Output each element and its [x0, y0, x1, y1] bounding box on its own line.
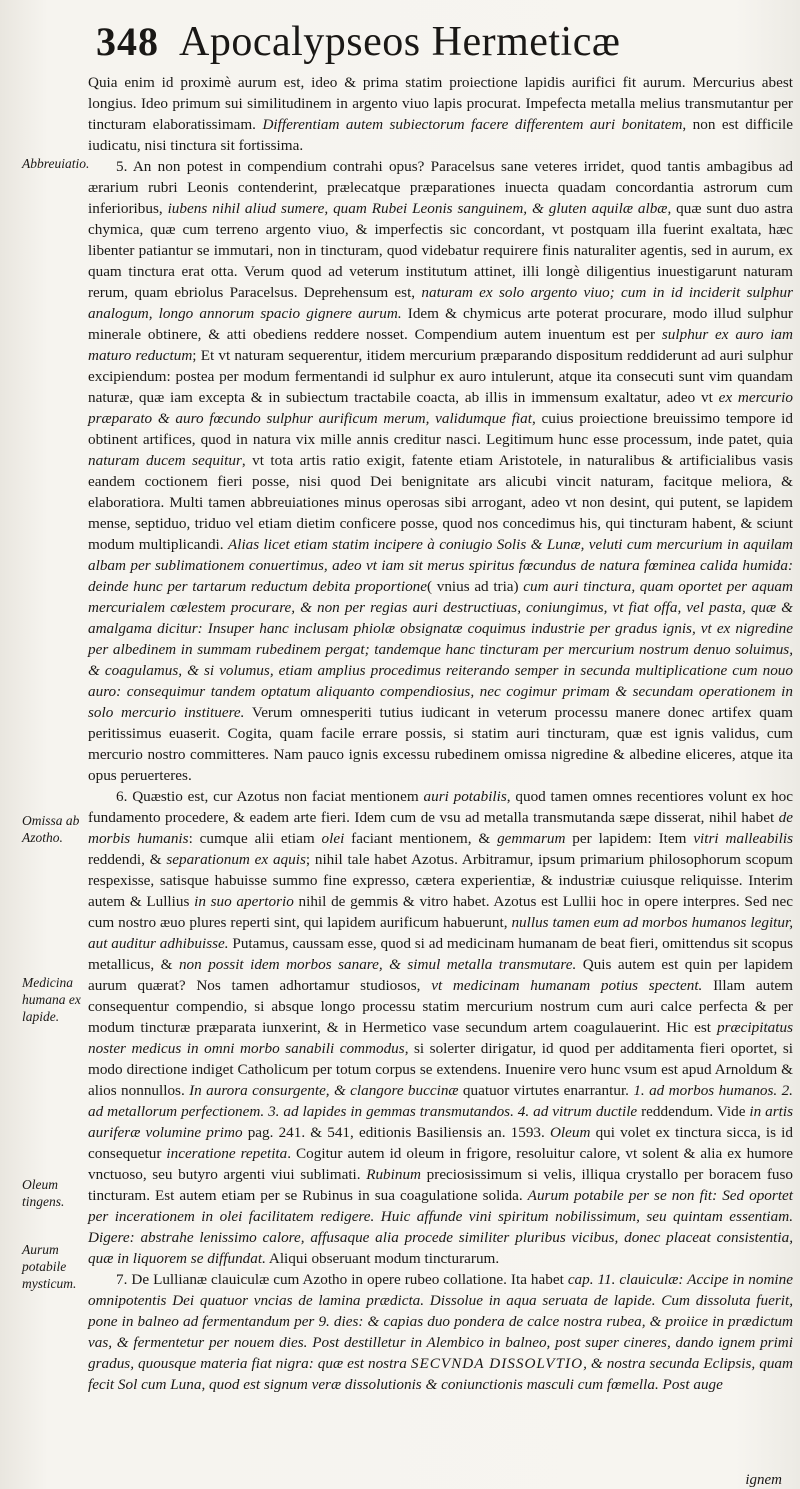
text-run: , cuius proiectione breuissimo tempore id obtinent artifices, quod in natura vix mille annis creditur nasci. Legitimum hunc esse processum, inde patet, quia [88, 410, 793, 448]
text-run: 6. Quæstio est, cur Azotus non faciat mentionem [116, 788, 424, 805]
text-run: Aliqui obseruant modum tincturarum. [265, 1250, 500, 1267]
text-run: pag. 241. & 541, editionis Basiliensis an. 1593. [242, 1124, 550, 1141]
running-title: Apocalypseos Hermeticæ [179, 19, 621, 65]
italic-run: naturam ducem sequitur [88, 452, 242, 469]
text-run: 7. De Lullianæ clauiculæ cum Azotho in opere rubeo collatione. Ita habet [116, 1271, 568, 1288]
text-run: , non est difficile iudicatu, nisi tinctura sit fortissima. [88, 116, 794, 154]
text-run: ; nihil tale habet Azotus. Arbitramur, ipsum primarium philosophorum scopum respexisse, satisque habuisse summo fine expresso, cætera experientiæ, & industriæ cuiusque reliquisse. Interim autem & Lullius [88, 851, 793, 910]
italic-run: 1. ad morbos humanos. 2. ad metallorum perfectionem. 3. ad lapides in gemmas transmutandos. 4. ad vitrum ductile [88, 1082, 793, 1120]
italic-run: cum auri tinctura, quam oportet per aquam mercurialem cœlestem procurare, & non per regias auri destructiuas, coniungimus, vt fiat offa, vel pasta, quæ & amalgama dicitur: Insuper hanc inclusam phiolæ obsignatæ coquimus industrie per gradus ignis, vt ex nigredine per albedinem in summam rubedinem pergat; tandemque hanc tincturam per mercurium nostrum denuo soluimus, & coagulamus, & si volumus, etiam amplius procedimus reiterando semper in secunda multiplicatione cum nouo auro: consequimur tandem optatum aliquanto compendiosius, nec cogimur primam & secundam operationem in solo mercurio instituere. [88, 578, 793, 721]
italic-run: in artis auriferæ volumine primo [88, 1103, 794, 1141]
text-run: . Cogitur autem id oleum in frigore, resoluitur calore, vt solent & alia ex humore vnctuoso, seu butyro argenti viui sublimati. [88, 1145, 794, 1183]
italic-run: ex mercurio præparato & auro fœcundo sulphur aurificum merum, validumque fiat [88, 389, 793, 427]
italic-run: naturam ex solo argento viuo; cum in id inciderit sulphur analogum, longo annorum spacio gignere aurum. [88, 284, 793, 322]
page-number: 348 [96, 19, 159, 64]
text-run: Quis autem est quin per lapidem aurum quærat? Nos tamen adhortamur studiosos, [88, 956, 793, 994]
italic-run: Rubinum [366, 1166, 422, 1183]
italic-run: SECVNDA DISSOLVTIO [410, 1355, 584, 1372]
margin-note-omissa: Omissa ab Azotho. [22, 813, 80, 845]
text-run: Quia enim id proximè aurum est, ideo & prima statim proiectione lapidis aurifici fit aurum. Mercurius abest longius. Ideo primum sui similitudinem in argento viuo lapis procurat. Impefecta metalla melius transmutantur per tincturam elaboratissimam. [88, 74, 793, 133]
italic-run: inceratione repetita [166, 1145, 288, 1162]
text-run: , quod tamen omnes recentiores volunt ex hoc fundamento procedere, & eadem arte fieri. Idem cum de vsu ad metalla transmutanda sæpe disserat, nihil habet [88, 788, 793, 826]
text-run: qui volet ex tinctura sicca, is id consequetur [88, 1124, 793, 1162]
margin-note-oleum: Oleum tingens. [22, 1177, 65, 1209]
text-run: Illam autem consequentur compendio, si absque longo processu statim mercurium nostrum cum auri calce perfecta & per modum tincturæ præparata iunxerint, & in Hermetico vase secundum artem coagulauerint. Hic est [88, 977, 793, 1036]
text-run: , si solerter dirigatur, id quod per additamenta fieri oportet, si modo directione indiget Catholicum per totum corpus se extendens. Inuenire vero hunc vsum est apud Arnoldum & alios nonnullos. [88, 1040, 793, 1099]
italic-run: separationum ex aquis [166, 851, 306, 868]
text-run: reddendum. Vide [637, 1103, 750, 1120]
page-header [96, 18, 786, 70]
italic-run: iubens nihil aliud sumere, quam Rubei Leonis sanguinem, & gluten aquilæ albæ [167, 200, 668, 217]
italic-run: nullus tamen eum ad morbos humanos legitur, aut auditur adhibuisse. [88, 914, 793, 952]
text-run: Verum omnesperiti tutius iudicant in veterum processu manere donec artifex quam peritissimus euaserit. Cogita, quam facile errare possis, si statim auri tincturam, quæ est ignis validus, cum mercurio nostro committeres. Nam pauco ignis excessu rubedinem omissa nigredine & albedine eliceres, atque ita opus peruerteres. [88, 704, 793, 784]
italic-run: Aurum potabile per se non fit: Sed oportet per incerationem in olei facilitatem redigere. Huic affunde vini spiritum nobilissimum, seu quintam essentiam. Digere: abstrahe lenissimo calore, affusaque alia procede similiter pluribus vicibus, donec placeat consistentia, quæ in liquorem se diffundat. [88, 1187, 793, 1267]
italic-run: vitri malleabilis [693, 830, 794, 847]
paragraph-6 [88, 786, 793, 1269]
italic-run: Oleum [549, 1124, 591, 1141]
text-run: nihil de gemmis & vitro habet. Azotus est Lullii hoc in opere interpres. Sed nec cum nostro æuo plures reperti sint, qui lapidem aurificum habuerunt, [88, 893, 793, 931]
paragraph-intro [88, 72, 793, 156]
text-run: : cumque alii etiam [188, 830, 322, 847]
text-run: reddendi, & [88, 851, 167, 868]
margin-note-medicina: Medicina humana ex lapide. [22, 975, 81, 1024]
italic-run: olei [321, 830, 345, 847]
text-run: ; Et vt naturam sequerentur, itidem mercurium præparando dispositum reddiderunt ad auri sulphur excipiendum: postea per modum fermentandi id sulphur ex auro intulerunt, atque ita consecuti sunt vim quandam naturæ, quæ iam excepta & in subiectum tractabile coacta, ab illis in immensum exaltatur, adeo vt [88, 347, 793, 406]
paragraph-7 [88, 1269, 793, 1395]
italic-run: Differentiam autem subiectorum facere differentem auri bonitatem [262, 116, 683, 133]
text-run: preciosissimum si velis, illiqua crystallo per boracem fuso tincturam. Est autem etiam per se Rubinus in sua coagulatione solida. [88, 1166, 793, 1204]
margin-note-abbreuiatio: Abbreuiatio. [22, 156, 90, 171]
text-run: Idem & chymicus arte poterat procurare, modo illud sulphur minerale obtinere, & atti obediens reddere nosset. Compendium autem inuentum est per [88, 305, 793, 343]
catchword: ignem [745, 1472, 782, 1488]
text-run: , vt tota artis ratio exigit, fatente etiam Aristotele, in naturalibus & artificialibus vasis eandem coctionem fieri posse, nisi quod Dei benignitate ars alicubi vincit naturam, facitque meliora, & elaboratiora. Multi tamen abbreuiationes minus operosas sibi arrogant, adeo vt non desint, qui putent, se lapidem mense, septiduo, triduo vel etiam dietim conficere posse, quod nos concedimus his, qui tincturam habent, & sciunt modum multiplicandi. [88, 452, 793, 553]
paragraph-5 [88, 156, 793, 786]
italic-run: vt medicinam humanam potius spectent. [431, 977, 703, 994]
text-run: quatuor virtutes enarrantur. [458, 1082, 634, 1099]
italic-run: sulphur ex auro iam maturo reductum [88, 326, 793, 364]
italic-run: , & nostra secunda Eclipsis, quam fecit Sol cum Luna, quod est signum veræ dissolutionis & coniunctionis masculi cum fœmella. Post auge [88, 1355, 793, 1393]
italic-run: præcipitatus noster medicus in omni morbo sanabili commodus [88, 1019, 793, 1057]
text-run: Putamus, caussam esse, quod si ad medicinam humanam de beat fieri, omittendus sit scopus metallicus, & [88, 935, 793, 973]
italic-run: In aurora consurgente, & clangore buccinæ [189, 1082, 459, 1099]
italic-run: cap. 11. clauiculæ: Accipe in nomine omnipotentis Dei quatuor vncias de lamina prædicta. Dissolue in aqua seruata de lapide. Cum dissoluta fuerit, pone in balneo ad fermentandum per 9. dies: & capias duo pondera de calce nostra rubea, & proiice in prædictum vas, & fermentetur per nouem dies. Post destilletur in Alembico in balneo, post super cineres, dando ignem primi gradus, quousque materia fiat nigra: quæ est nostra [88, 1271, 793, 1372]
italic-run: in suo apertorio [194, 893, 294, 910]
margin-note-aurum: Aurum potabile mysticum. [22, 1242, 77, 1291]
text-run: per lapidem: Item [565, 830, 694, 847]
text-run: faciant mentionem, & [344, 830, 498, 847]
text-run: ( vnius ad tria) [427, 578, 524, 595]
italic-run: auri potabilis [423, 788, 507, 805]
italic-run: gemmarum [497, 830, 566, 847]
text-run: , quæ sunt duo astra chymica, quæ cum terreno argento viuo, & imperfectis sic concordant, vt postquam illa fuerint exaltata, hæc libenter patiantur se immutari, non in tincturam, quod videbatur requirere finis naturaliter agentis, sed in aurum, ex quam tinctura erat otta. Verum quod ad veterum institutum attinet, illi longè diligentius inuestigarunt naturam rerum, quam ebriolus Paracelsus. Deprehensum est, [88, 200, 793, 301]
italic-run: Alias licet etiam statim incipere à coniugio Solis & Lunæ, veluti cum mercurium in aquilam albam per sublimationem conuertimus, adeo vt iam sit merus spiritus fœcundus de natura fœminea calida humida: deinde hunc per tartarum reductum debita proportione [88, 536, 793, 595]
italic-run: de morbis humanis [88, 809, 793, 847]
body-text [88, 72, 793, 1395]
text-run: 5. An non potest in compendium contrahi opus? Paracelsus sane veteres irridet, quod tantis ambagibus ad ærarium rubri Leonis contenderint, prælecatque præparationes inuecta quadam concordantia astrorum cum inferioribus, [88, 158, 793, 217]
italic-run: non possit idem morbos sanare, & simul metalla transmutare. [178, 956, 577, 973]
